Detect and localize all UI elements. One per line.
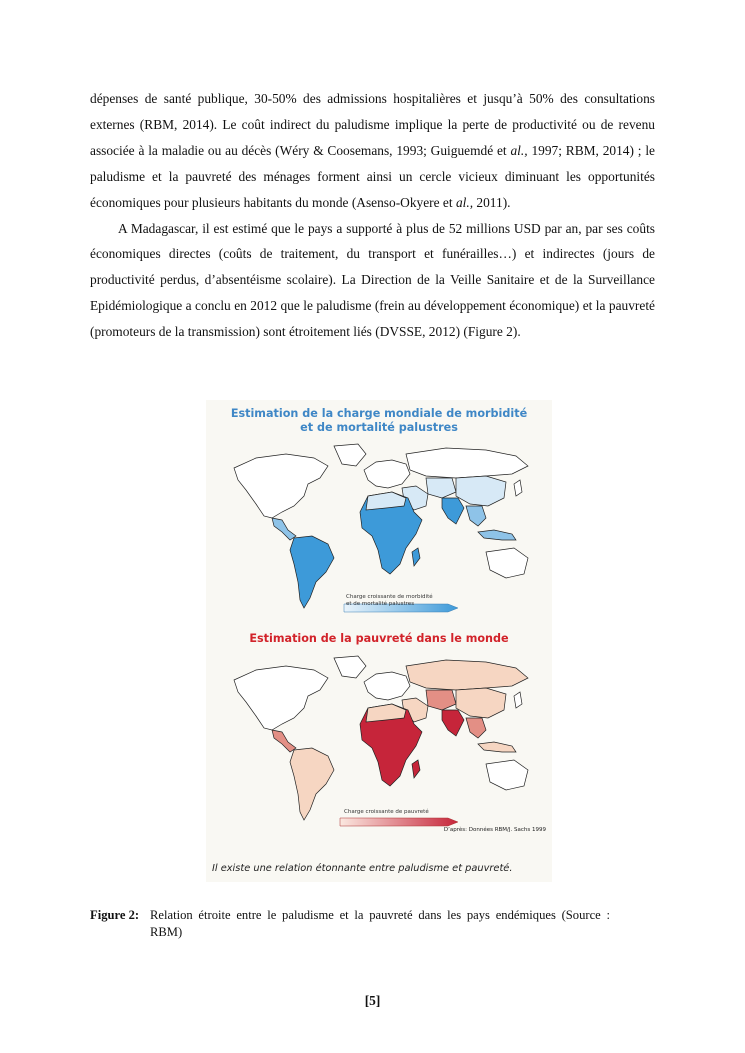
map2-title: Estimation de la pauvreté dans le monde <box>249 632 509 645</box>
text-run: 2011). <box>473 194 511 210</box>
europe-shape <box>364 460 410 488</box>
madagascar-shape <box>412 548 420 566</box>
india-shape <box>442 498 464 524</box>
poverty-legend-label: Charge croissante de pauvreté <box>344 809 429 815</box>
north-america-shape <box>234 666 328 730</box>
indonesia-shape <box>478 742 516 752</box>
north-america-shape <box>234 454 328 518</box>
central-asia-shape <box>426 478 456 498</box>
australia-shape <box>486 548 528 578</box>
australia-shape <box>486 760 528 790</box>
caption-label: Figure 2: <box>90 908 140 922</box>
south-america-shape <box>290 536 334 608</box>
indonesia-shape <box>478 530 516 540</box>
china-shape <box>456 476 506 506</box>
paragraph-costs <box>90 86 655 216</box>
russia-shape <box>406 448 528 478</box>
text-run: dépenses de santé publique, 30-50% des admissions hospitalières et jusqu’à 50% des consultations externes (RBM, 2014). Le coût indirect du paludisme implique la perte de productivité ou de revenu associée à la maladie ou au décès (Wéry & Coosemans, 1993; Guiguemdé et <box>90 91 655 158</box>
italic-run: al., <box>455 194 474 210</box>
india-shape <box>442 710 464 736</box>
malaria-legend-label: Charge croissante de morbidité et de mortalité palustres <box>346 594 433 607</box>
madagascar-shape <box>412 760 420 778</box>
south-america-shape <box>290 748 334 820</box>
body-text <box>90 86 655 345</box>
southeast-asia-shape <box>466 718 486 738</box>
china-shape <box>456 688 506 718</box>
italic-run: al., <box>510 142 528 158</box>
malaria-burden-map <box>216 440 542 620</box>
central-america-shape <box>272 730 296 752</box>
central-asia-shape <box>426 690 456 710</box>
map1-title: Estimation de la charge mondiale de morbidité et de mortalité palustres <box>230 407 528 434</box>
central-america-shape <box>272 518 296 540</box>
poverty-map <box>216 652 542 832</box>
caption-text: Relation étroite entre le paludisme et la pauvreté dans les pays endémiques (Source : RBM) <box>150 908 610 939</box>
figure-note: Il existe une relation étonnante entre paludisme et pauvreté. <box>212 863 513 874</box>
japan-shape <box>514 480 522 496</box>
paragraph-madagascar: A Madagascar, il est estimé que le pays a supporté à plus de 52 millions USD par an, par ses coûts économiques directes (coûts de traitement, du transport et funérailles…) et indirectes (jours de productivité perdus, d’absentéisme scolaire). La Direction de la Veille Sanitaire et de la Surveillance Epidémiologique a conclu en 2012 que le paludisme (frein au développement économique) et la pauvreté (promoteurs de la transmission) sont étroitement liés (DVSSE, 2012) (Figure 2). <box>90 220 655 340</box>
europe-shape <box>364 672 410 700</box>
data-credit: D’après: Données RBM/J. Sachs 1999 <box>443 827 546 833</box>
southeast-asia-shape <box>466 506 486 526</box>
figure-maps <box>206 400 552 882</box>
text-run: 1997; RBM, 2014) ; le paludisme et la pauvreté des ménages forment ainsi un cercle vicieux diminuant les opportunités économiques pour plusieurs habitants du monde (Asenso-Okyere et <box>90 142 655 210</box>
japan-shape <box>514 692 522 708</box>
poverty-legend-bar <box>340 818 458 826</box>
greenland-shape <box>334 444 366 466</box>
page-number: [5] <box>364 993 381 1008</box>
greenland-shape <box>334 656 366 678</box>
russia-shape <box>406 660 528 690</box>
